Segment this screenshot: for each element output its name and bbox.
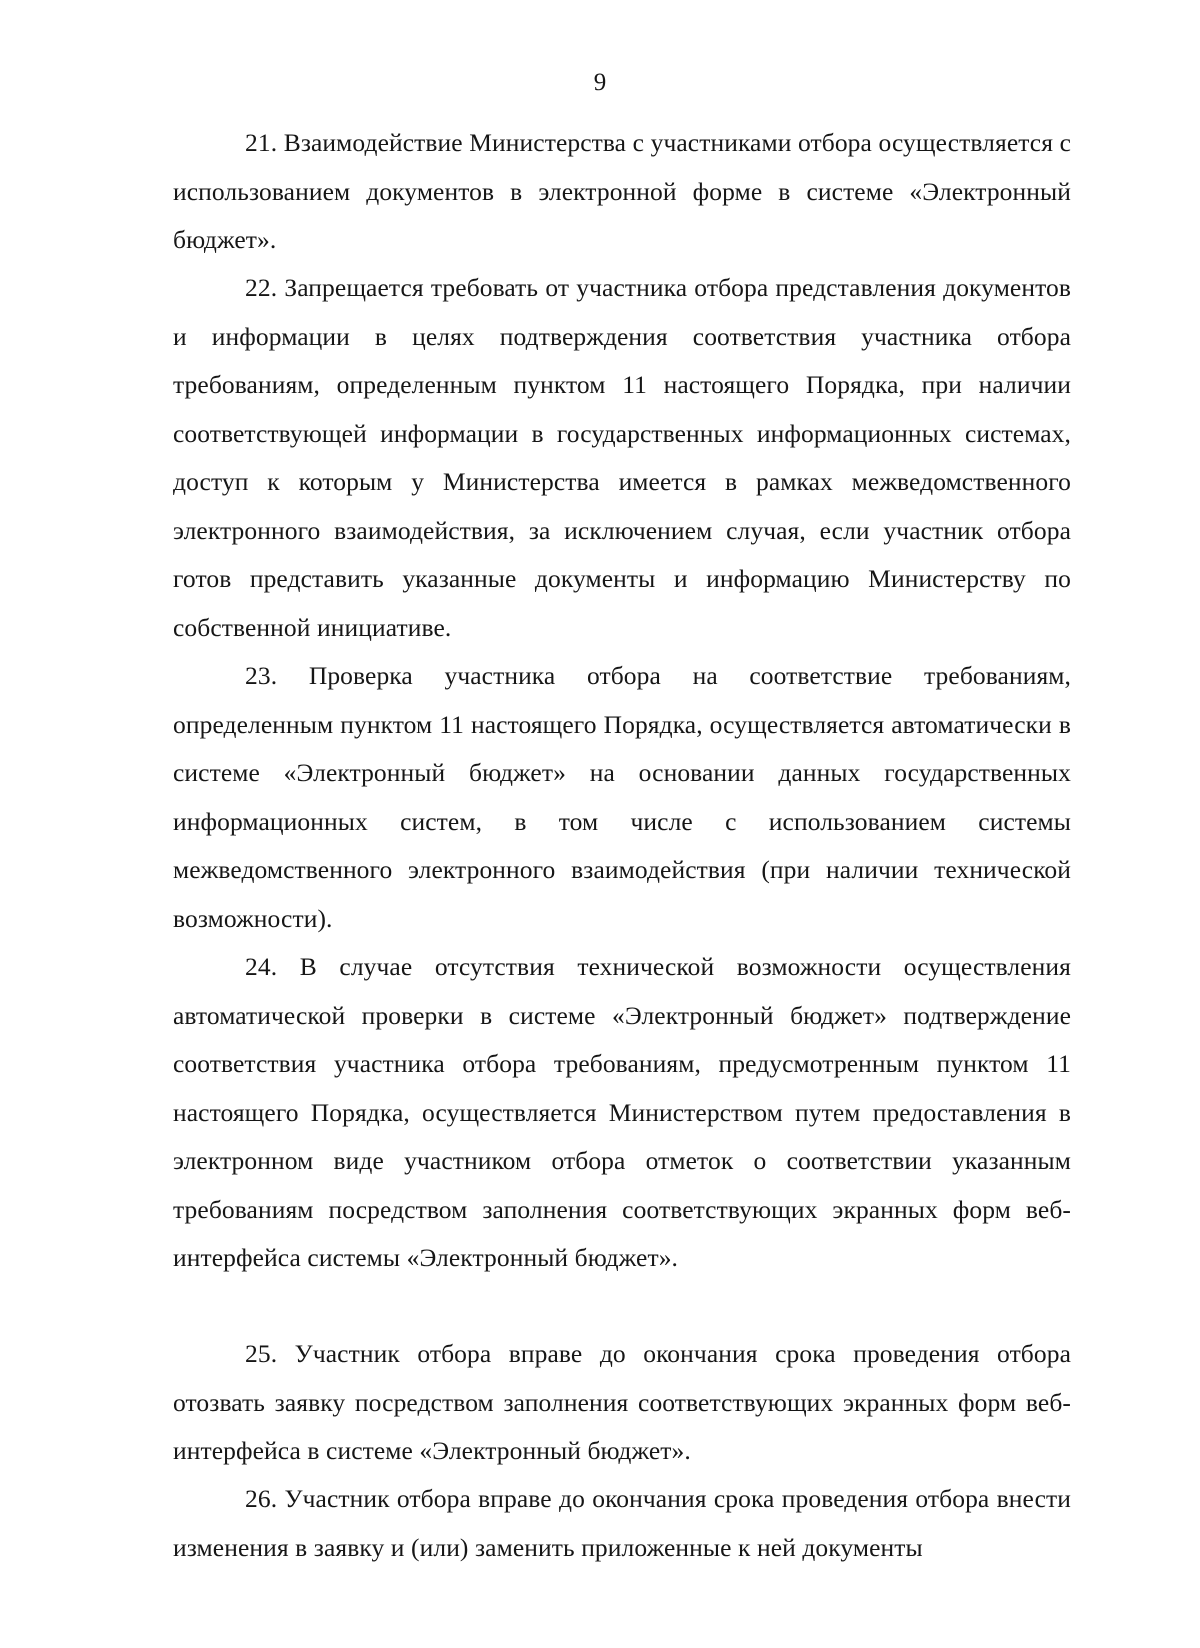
paragraph-25: 25. Участник отбора вправе до окончания срока проведения отбора отозвать заявку посредством заполнения соответствующих экранных форм веб-интерфейса в системе «Электронный бюджет». [173, 1339, 1071, 1465]
paragraph-23: 23. Проверка участника отбора на соответствие требованиям, определенным пунктом 11 настоящего Порядка, осуществляется автоматически в системе «Электронный бюджет» на основании данных государственных информационных систем, в том числе с использованием системы межведомственного электронного взаимодействия (при наличии технической возможности). [173, 661, 1071, 933]
paragraph-26: 26. Участник отбора вправе до окончания срока проведения отбора внести изменения в заявку и (или) заменить приложенные к ней документы [173, 1484, 1071, 1562]
paragraph-21: 21. Взаимодействие Министерства с участниками отбора осуществляется с использованием документов в электронной форме в системе «Электронный бюджет». [173, 128, 1071, 254]
page-number: 9 [593, 69, 607, 96]
paragraph-24: 24. В случае отсутствия технической возможности осуществления автоматической проверки в системе «Электронный бюджет» подтверждение соответствия участника отбора требованиям, предусмотренным пунктом 11 настоящего Порядка, осуществляется Министерством путем предоставления в электронном виде участником отбора отметок о соответствии указанным требованиям посредством заполнения соответствующих экранных форм веб-интерфейса системы «Электронный бюджет». [173, 952, 1071, 1272]
paragraph-22: 22. Запрещается требовать от участника отбора представления документов и информации в целях подтверждения соответствия участника отбора требованиям, определенным пунктом 11 настоящего Порядка, при наличии соответствующей информации в государственных информационных системах, доступ к которым у Министерства имеется в рамках межведомственного электронного взаимодействия, за исключением случая, если участник отбора готов представить указанные документы и информацию Министерству по собственной инициативе. [173, 273, 1071, 642]
